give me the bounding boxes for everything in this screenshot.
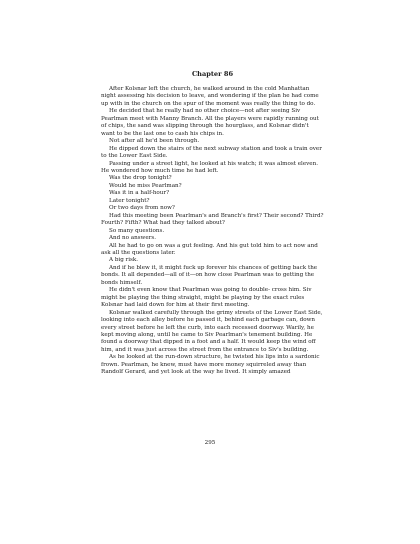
paragraph: Had this meeting been Pearlman's and Branch's first? Their second? Third? Fourth? Fifth? What had they talked about? [101, 212, 324, 227]
paragraph: A big risk. [109, 257, 139, 264]
paragraph: Would he miss Pearlman? [109, 182, 182, 189]
paragraph: And if he blew it, it might fuck up forever his chances of getting back the bonds. It all depended—all of it—on how close Pearlman was to getting the bonds himself. [101, 264, 318, 286]
paragraph: And no answers. [109, 235, 156, 242]
paragraph: Kolsnar walked carefully through the grimy streets of the Lower East Side, looking into each alley before he passed it, behind each garbage can, down every street before he left the curb, into each recessed doorway. Warily, he kept moving along, until he came to Siv Pearlman's tenement building. He found a doorway that dipped in a foot and a half. It would keep the wind off him, and it was just across the street from the entrance to Siv's building. [101, 309, 323, 353]
paragraph: All he had to go on was a gut feeling. And his gut told him to act now and ask all the questions later. [101, 242, 318, 256]
paragraph: As he looked at the run-down structure, he twisted his lips into a sardonic frown. Pearlman, he knew, must have more money squirreled away than Randolf Gerard, and yet look at the way he lived. It simply amazed [101, 354, 320, 376]
paragraph: Passing under a street light, he looked at his watch; it was almost eleven. He wondered how much time he had left. [101, 160, 318, 174]
paragraph: Or two days from now? [109, 205, 175, 212]
paragraph: So many questions. [109, 227, 165, 234]
paragraph: He dipped down the stairs of the next subway station and took a train over to the Lower East Side. [101, 145, 322, 160]
chapter-body [101, 86, 324, 377]
paragraph: After Kolsnar left the church, he walked around in the cold Manhattan night assessing his decision to leave, and wondering if the plan he had come up with in the church on the spur of the moment was really the thing to do. [101, 86, 319, 107]
paragraph: Later tonight? [109, 197, 150, 204]
paragraph: Was it in a half-hour? [109, 190, 170, 197]
page-number: 295 [204, 440, 216, 446]
paragraph: Not after all he'd been through. [109, 138, 200, 145]
paragraph: He decided that he really had no other choice—not after seeing Siv Pearlman meet with Manny Branch. All the players were rapidly running out of chips, the sand was slipping through the hourglass, and Kolsnar didn't want to be the last one to cash his chips in. [101, 108, 319, 137]
chapter-title: Chapter 86 [191, 70, 234, 78]
paragraph: He didn't even know that Pearlman was going to double- cross him. Siv might be playing the thing straight, might be playing by the exact rules Kolsnar had laid down for him at their first meeting. [101, 287, 312, 309]
paragraph: Was the drop tonight? [109, 175, 172, 182]
